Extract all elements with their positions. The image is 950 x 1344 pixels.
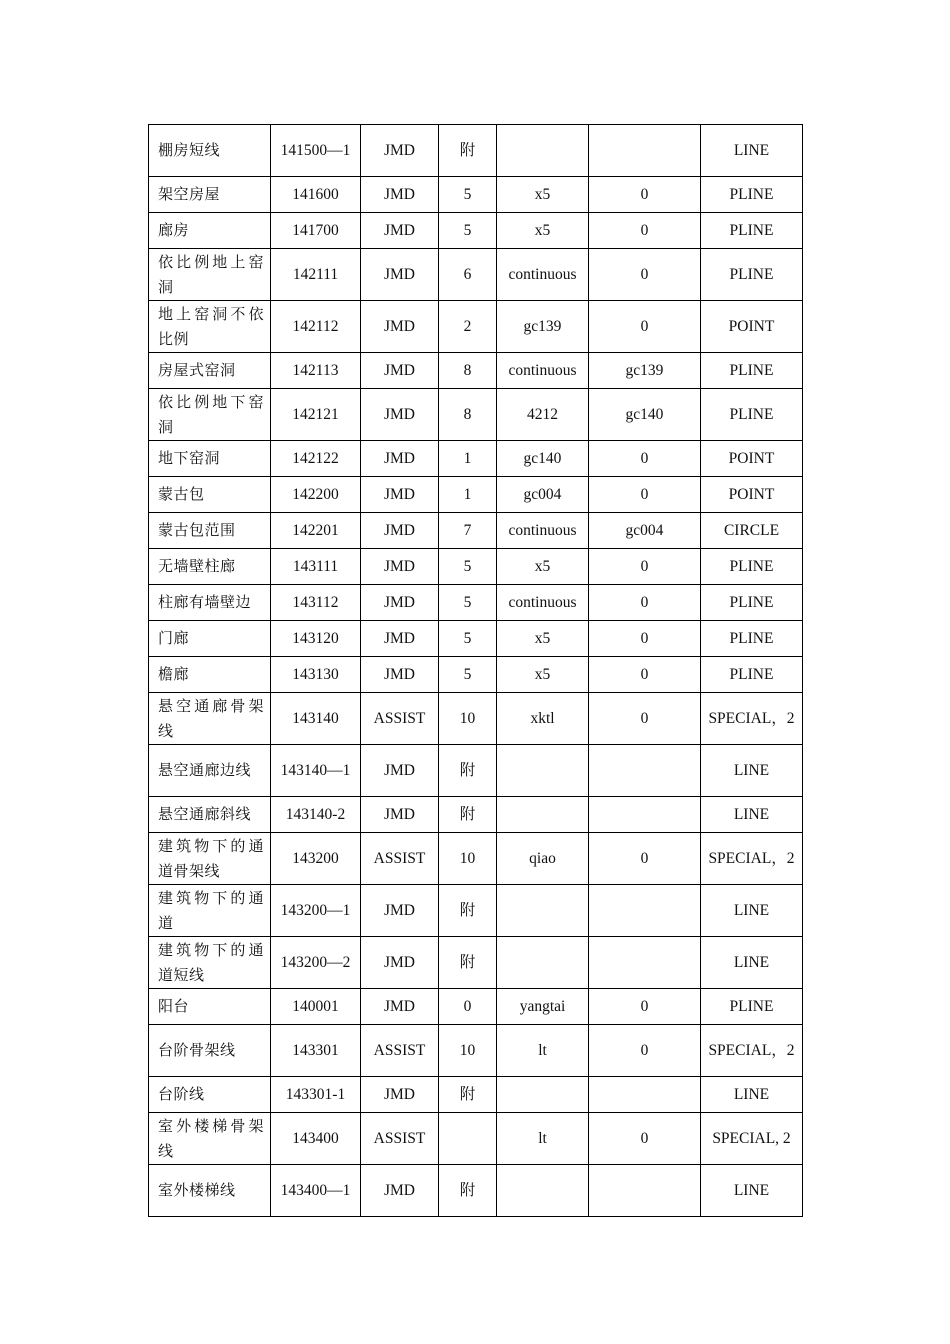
feature-name-cell: 悬空通廊边线 (149, 745, 271, 797)
symbol-cell: 0 (589, 301, 701, 353)
symbol-cell (589, 937, 701, 989)
symbol-cell: 0 (589, 477, 701, 513)
color-cell: 附 (439, 745, 497, 797)
layer-cell: ASSIST (361, 1025, 439, 1077)
feature-name-cell: 蒙古包 (149, 477, 271, 513)
layer-cell: JMD (361, 353, 439, 389)
feature-name-cell: 台阶线 (149, 1077, 271, 1113)
code-cell: 143200—1 (271, 885, 361, 937)
table-row (149, 833, 803, 885)
entity-type-cell: PLINE (701, 989, 803, 1025)
code-cell: 142111 (271, 249, 361, 301)
color-cell: 附 (439, 937, 497, 989)
feature-name-cell: 悬空通廊骨架线 (149, 693, 271, 745)
entity-type-cell: PLINE (701, 213, 803, 249)
code-cell: 143140-2 (271, 797, 361, 833)
layer-cell: JMD (361, 885, 439, 937)
layer-cell: JMD (361, 621, 439, 657)
entity-type-cell: LINE (701, 885, 803, 937)
layer-cell: JMD (361, 213, 439, 249)
feature-name-cell: 廊房 (149, 213, 271, 249)
feature-name-cell: 阳台 (149, 989, 271, 1025)
linetype-cell: xktl (497, 693, 589, 745)
code-cell: 143400—1 (271, 1165, 361, 1217)
feature-name-cell: 无墙壁柱廊 (149, 549, 271, 585)
symbol-cell: 0 (589, 1025, 701, 1077)
code-cell: 143140—1 (271, 745, 361, 797)
entity-type-cell: PLINE (701, 621, 803, 657)
color-cell: 附 (439, 1165, 497, 1217)
feature-name-cell: 架空房屋 (149, 177, 271, 213)
table-row (149, 885, 803, 937)
entity-type-cell: PLINE (701, 657, 803, 693)
table-row (149, 657, 803, 693)
entity-type-cell: PLINE (701, 585, 803, 621)
color-cell: 0 (439, 989, 497, 1025)
color-cell: 2 (439, 301, 497, 353)
linetype-cell: qiao (497, 833, 589, 885)
layer-cell: JMD (361, 797, 439, 833)
layer-cell: JMD (361, 177, 439, 213)
code-cell: 142121 (271, 389, 361, 441)
symbol-cell: 0 (589, 621, 701, 657)
table-row (149, 549, 803, 585)
code-cell: 143301-1 (271, 1077, 361, 1113)
entity-type-cell: PLINE (701, 353, 803, 389)
layer-cell: JMD (361, 477, 439, 513)
linetype-cell: x5 (497, 657, 589, 693)
entity-type-cell: CIRCLE (701, 513, 803, 549)
feature-name-cell: 门廊 (149, 621, 271, 657)
linetype-cell (497, 885, 589, 937)
linetype-cell: continuous (497, 353, 589, 389)
color-cell: 5 (439, 549, 497, 585)
linetype-cell: 4212 (497, 389, 589, 441)
entity-type-cell: PLINE (701, 389, 803, 441)
table-row (149, 621, 803, 657)
layer-cell: JMD (361, 657, 439, 693)
layer-cell: JMD (361, 585, 439, 621)
entity-type-cell: LINE (701, 745, 803, 797)
code-cell: 143400 (271, 1113, 361, 1165)
linetype-cell (497, 797, 589, 833)
symbol-cell: 0 (589, 693, 701, 745)
code-cell: 141600 (271, 177, 361, 213)
table-row (149, 1113, 803, 1165)
feature-name-cell: 室外楼梯骨架线 (149, 1113, 271, 1165)
layer-cell: JMD (361, 1077, 439, 1113)
linetype-cell: x5 (497, 549, 589, 585)
entity-type-cell: SPECIAL，2 (701, 693, 803, 745)
linetype-cell: x5 (497, 177, 589, 213)
linetype-cell (497, 937, 589, 989)
code-cell: 143111 (271, 549, 361, 585)
linetype-cell (497, 125, 589, 177)
code-cell: 143120 (271, 621, 361, 657)
entity-type-cell: PLINE (701, 549, 803, 585)
code-cell: 142122 (271, 441, 361, 477)
table-row (149, 177, 803, 213)
table-row (149, 585, 803, 621)
layer-cell: JMD (361, 745, 439, 797)
code-cell: 141700 (271, 213, 361, 249)
feature-name-cell: 房屋式窑洞 (149, 353, 271, 389)
symbol-cell: 0 (589, 441, 701, 477)
layer-cell: JMD (361, 549, 439, 585)
table-row (149, 989, 803, 1025)
feature-name-cell: 依比例地上窑洞 (149, 249, 271, 301)
color-cell: 5 (439, 585, 497, 621)
table-row (149, 389, 803, 441)
symbol-cell: gc139 (589, 353, 701, 389)
code-cell: 143301 (271, 1025, 361, 1077)
layer-cell: JMD (361, 513, 439, 549)
linetype-cell: continuous (497, 585, 589, 621)
entity-type-cell: POINT (701, 477, 803, 513)
code-cell: 143112 (271, 585, 361, 621)
symbol-cell (589, 125, 701, 177)
linetype-cell: continuous (497, 249, 589, 301)
table-row (149, 745, 803, 797)
linetype-cell (497, 745, 589, 797)
color-cell: 附 (439, 885, 497, 937)
table-row (149, 797, 803, 833)
layer-cell: JMD (361, 249, 439, 301)
entity-type-cell: LINE (701, 1165, 803, 1217)
symbol-cell: 0 (589, 833, 701, 885)
color-cell: 7 (439, 513, 497, 549)
code-cell: 142113 (271, 353, 361, 389)
color-cell: 10 (439, 693, 497, 745)
feature-name-cell: 棚房短线 (149, 125, 271, 177)
symbol-cell: gc140 (589, 389, 701, 441)
color-cell: 附 (439, 125, 497, 177)
layer-cell: ASSIST (361, 1113, 439, 1165)
color-cell: 1 (439, 441, 497, 477)
layer-cell: JMD (361, 441, 439, 477)
symbol-cell (589, 1165, 701, 1217)
linetype-cell: gc004 (497, 477, 589, 513)
table-row (149, 693, 803, 745)
code-cell: 143200—2 (271, 937, 361, 989)
symbol-cell: 0 (589, 249, 701, 301)
code-cell: 140001 (271, 989, 361, 1025)
table-body (149, 125, 803, 1217)
feature-name-cell: 蒙古包范围 (149, 513, 271, 549)
entity-type-cell: PLINE (701, 177, 803, 213)
color-cell: 6 (439, 249, 497, 301)
linetype-cell: gc140 (497, 441, 589, 477)
table-row (149, 1165, 803, 1217)
symbol-cell: 0 (589, 657, 701, 693)
feature-name-cell: 柱廊有墙壁边 (149, 585, 271, 621)
table-row (149, 1077, 803, 1113)
symbol-cell (589, 1077, 701, 1113)
table-row (149, 441, 803, 477)
color-cell: 10 (439, 1025, 497, 1077)
feature-name-cell: 地上窑洞不依比例 (149, 301, 271, 353)
entity-type-cell: SPECIAL，2 (701, 833, 803, 885)
table-row (149, 513, 803, 549)
symbol-cell: 0 (589, 989, 701, 1025)
color-cell: 5 (439, 657, 497, 693)
table-row (149, 249, 803, 301)
feature-name-cell: 建筑物下的通道短线 (149, 937, 271, 989)
symbol-cell (589, 797, 701, 833)
linetype-cell: lt (497, 1025, 589, 1077)
feature-name-cell: 悬空通廊斜线 (149, 797, 271, 833)
entity-type-cell: SPECIAL，2 (701, 1025, 803, 1077)
color-cell: 5 (439, 177, 497, 213)
symbol-cell: 0 (589, 177, 701, 213)
symbol-cell: 0 (589, 1113, 701, 1165)
entity-type-cell: SPECIAL, 2 (701, 1113, 803, 1165)
color-cell: 8 (439, 353, 497, 389)
code-cell: 142201 (271, 513, 361, 549)
entity-type-cell: LINE (701, 797, 803, 833)
table-row (149, 1025, 803, 1077)
entity-type-cell: POINT (701, 441, 803, 477)
table-row (149, 125, 803, 177)
table-row (149, 353, 803, 389)
feature-name-cell: 台阶骨架线 (149, 1025, 271, 1077)
layer-cell: JMD (361, 301, 439, 353)
layer-cell: JMD (361, 125, 439, 177)
linetype-cell (497, 1077, 589, 1113)
table-row (149, 301, 803, 353)
symbol-cell: 0 (589, 213, 701, 249)
code-cell: 143200 (271, 833, 361, 885)
color-cell: 5 (439, 621, 497, 657)
linetype-cell: continuous (497, 513, 589, 549)
linetype-cell: x5 (497, 621, 589, 657)
symbol-code-table (148, 124, 803, 1217)
color-cell: 8 (439, 389, 497, 441)
symbol-cell (589, 745, 701, 797)
layer-cell: ASSIST (361, 693, 439, 745)
layer-cell: JMD (361, 389, 439, 441)
feature-name-cell: 地下窑洞 (149, 441, 271, 477)
feature-name-cell: 依比例地下窑洞 (149, 389, 271, 441)
linetype-cell: lt (497, 1113, 589, 1165)
color-cell: 5 (439, 213, 497, 249)
table-row (149, 937, 803, 989)
entity-type-cell: POINT (701, 301, 803, 353)
layer-cell: JMD (361, 989, 439, 1025)
color-cell (439, 1113, 497, 1165)
linetype-cell: gc139 (497, 301, 589, 353)
symbol-cell: gc004 (589, 513, 701, 549)
color-cell: 附 (439, 797, 497, 833)
color-cell: 附 (439, 1077, 497, 1113)
code-cell: 143130 (271, 657, 361, 693)
table-row (149, 213, 803, 249)
table-row (149, 477, 803, 513)
linetype-cell: yangtai (497, 989, 589, 1025)
symbol-cell: 0 (589, 549, 701, 585)
color-cell: 10 (439, 833, 497, 885)
code-cell: 141500—1 (271, 125, 361, 177)
code-cell: 143140 (271, 693, 361, 745)
layer-cell: JMD (361, 937, 439, 989)
layer-cell: ASSIST (361, 833, 439, 885)
entity-type-cell: PLINE (701, 249, 803, 301)
entity-type-cell: LINE (701, 1077, 803, 1113)
linetype-cell (497, 1165, 589, 1217)
feature-name-cell: 室外楼梯线 (149, 1165, 271, 1217)
color-cell: 1 (439, 477, 497, 513)
code-cell: 142200 (271, 477, 361, 513)
linetype-cell: x5 (497, 213, 589, 249)
entity-type-cell: LINE (701, 937, 803, 989)
code-cell: 142112 (271, 301, 361, 353)
entity-type-cell: LINE (701, 125, 803, 177)
symbol-cell: 0 (589, 585, 701, 621)
symbol-cell (589, 885, 701, 937)
feature-name-cell: 建筑物下的通道 (149, 885, 271, 937)
feature-name-cell: 建筑物下的通道骨架线 (149, 833, 271, 885)
layer-cell: JMD (361, 1165, 439, 1217)
feature-name-cell: 檐廊 (149, 657, 271, 693)
